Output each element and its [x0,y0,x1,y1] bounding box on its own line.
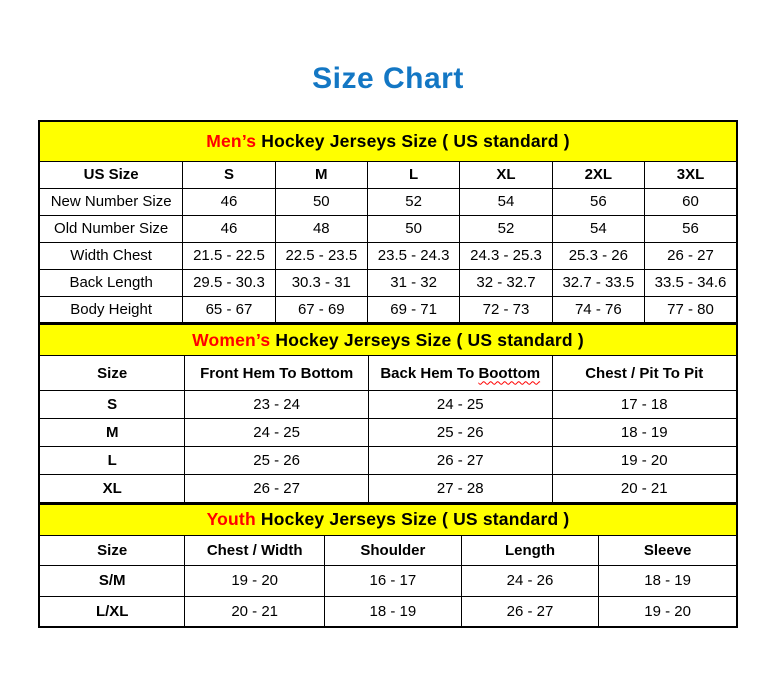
table-row [39,296,737,323]
data-cell: 23.5 - 24.3 [367,242,459,269]
data-cell: 19 - 20 [552,447,737,475]
data-cell: 20 - 21 [185,596,325,627]
data-cell: 72 - 73 [460,296,552,323]
data-cell: 69 - 71 [367,296,459,323]
data-cell: 19 - 20 [599,596,737,627]
table-row [39,565,737,596]
data-cell: 22.5 - 23.5 [275,242,367,269]
column-header: S [183,161,275,188]
data-cell: 65 - 67 [183,296,275,323]
column-header: Size [39,535,185,565]
column-header: Size [39,356,185,391]
data-cell: 26 - 27 [185,475,369,503]
page-title: Size Chart [312,62,464,95]
data-cell: 25 - 26 [185,447,369,475]
data-cell: 50 [275,188,367,215]
table-row [39,391,737,419]
column-header: Shoulder [324,535,461,565]
misspelled-word: Boottom [478,364,541,382]
data-cell: 54 [460,188,552,215]
data-cell: 52 [460,215,552,242]
row-label: Width Chest [39,242,183,269]
data-cell: 18 - 19 [599,565,737,596]
data-cell: 25.3 - 26 [552,242,644,269]
data-cell: 24.3 - 25.3 [460,242,552,269]
section-band-cell [39,325,737,356]
data-cell: 21.5 - 22.5 [183,242,275,269]
section-band-cell [39,121,737,161]
table-row [39,419,737,447]
band-rest: Hockey Jerseys Size ( US standard ) [255,509,570,529]
data-cell: 19 - 20 [185,565,325,596]
data-cell: 24 - 26 [461,565,599,596]
column-header: XL [460,161,552,188]
table-row [39,188,737,215]
table-row [39,447,737,475]
data-cell: 32.7 - 33.5 [552,269,644,296]
column-header: 3XL [645,161,738,188]
row-label: L/XL [39,596,185,627]
mens-section-band [39,121,737,161]
row-label: XL [39,475,185,503]
data-cell: 24 - 25 [368,391,552,419]
column-header: Sleeve [599,535,737,565]
row-label: New Number Size [39,188,183,215]
data-cell: 18 - 19 [324,596,461,627]
data-cell: 54 [552,215,644,242]
row-label: S/M [39,565,185,596]
section-band-cell [39,504,737,535]
mens-size-table [38,120,738,324]
data-cell: 26 - 27 [645,242,738,269]
data-cell: 56 [552,188,644,215]
column-header: Chest / Width [185,535,325,565]
data-cell: 23 - 24 [185,391,369,419]
womens-size-table [38,324,738,504]
row-label: S [39,391,185,419]
table-row [39,242,737,269]
data-cell: 24 - 25 [185,419,369,447]
data-cell: 74 - 76 [552,296,644,323]
band-rest: Hockey Jerseys Size ( US standard ) [256,130,570,151]
band-rest: Hockey Jerseys Size ( US standard ) [270,329,584,350]
data-cell: 48 [275,215,367,242]
data-cell: 33.5 - 34.6 [645,269,738,296]
table-row [39,475,737,503]
row-label: Back Length [39,269,183,296]
data-cell: 31 - 32 [367,269,459,296]
band-highlight: Youth [206,509,256,529]
column-header: Length [461,535,599,565]
data-cell: 16 - 17 [324,565,461,596]
data-cell: 46 [183,188,275,215]
column-header: M [275,161,367,188]
data-cell: 26 - 27 [461,596,599,627]
column-header: Front Hem To Bottom [185,356,369,391]
youth-header-row [39,535,737,565]
column-header: Back Hem To Boottom [368,356,552,391]
youth-size-table [38,504,738,629]
womens-header-row [39,356,737,391]
column-header: L [367,161,459,188]
band-highlight: Women’s [192,329,271,350]
data-cell: 25 - 26 [368,419,552,447]
size-chart-tables [38,120,738,628]
column-header: 2XL [552,161,644,188]
mens-header-row [39,161,737,188]
row-label: L [39,447,185,475]
data-cell: 32 - 32.7 [460,269,552,296]
data-cell: 30.3 - 31 [275,269,367,296]
row-label: Body Height [39,296,183,323]
data-cell: 67 - 69 [275,296,367,323]
data-cell: 18 - 19 [552,419,737,447]
table-row [39,269,737,296]
row-label: Old Number Size [39,215,183,242]
band-highlight: Men’s [206,130,257,151]
youth-section-band [39,504,737,535]
data-cell: 52 [367,188,459,215]
table-row [39,596,737,627]
row-label: M [39,419,185,447]
column-header: US Size [39,161,183,188]
data-cell: 56 [645,215,738,242]
data-cell: 29.5 - 30.3 [183,269,275,296]
data-cell: 27 - 28 [368,475,552,503]
table-row [39,215,737,242]
data-cell: 26 - 27 [368,447,552,475]
data-cell: 20 - 21 [552,475,737,503]
column-header: Chest / Pit To Pit [552,356,737,391]
womens-section-band [39,325,737,356]
data-cell: 50 [367,215,459,242]
data-cell: 17 - 18 [552,391,737,419]
data-cell: 77 - 80 [645,296,738,323]
data-cell: 46 [183,215,275,242]
data-cell: 60 [645,188,738,215]
